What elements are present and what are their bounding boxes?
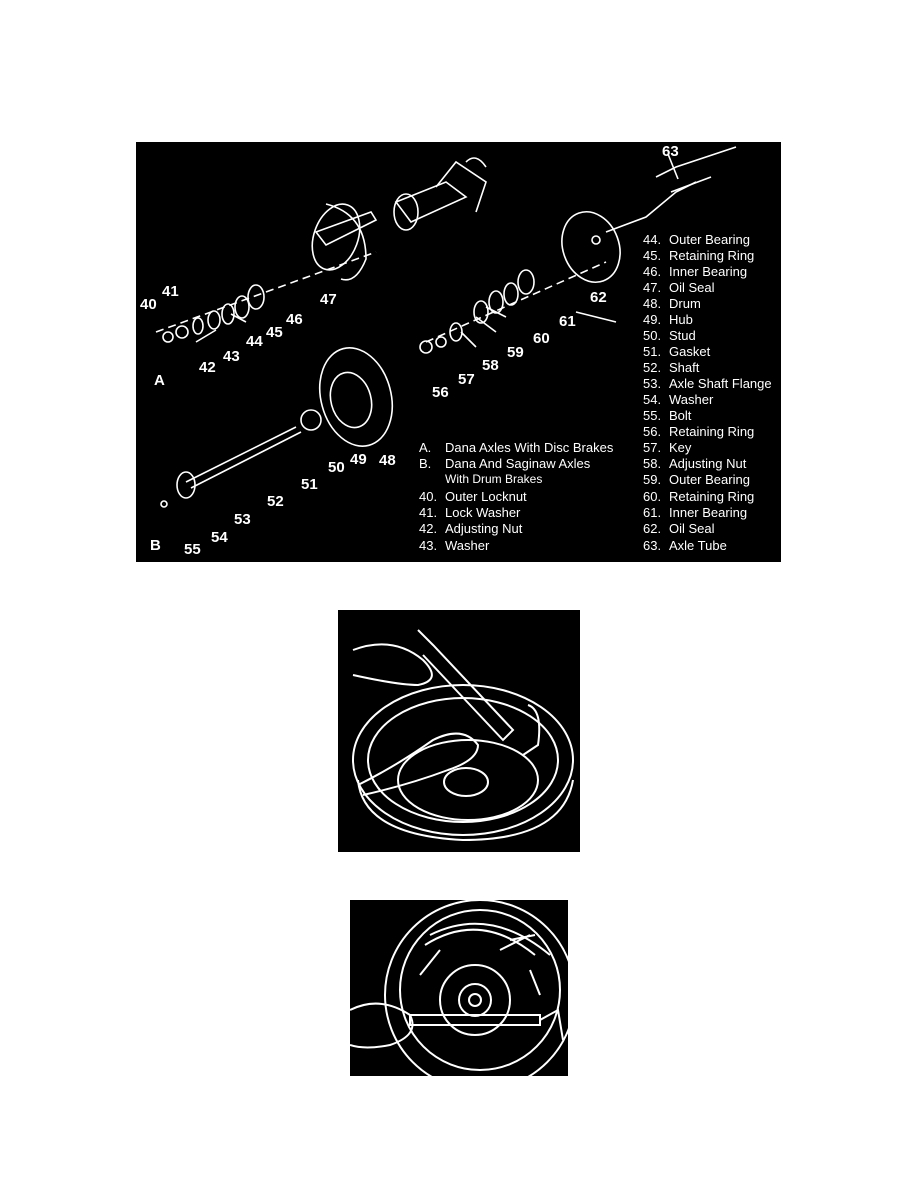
callout-55: 55 [184, 541, 201, 558]
callout-57: 57 [458, 371, 475, 388]
exploded-axle-diagram [136, 142, 781, 562]
legend-right-row: 63. Axle Tube [643, 538, 727, 553]
callout-53: 53 [234, 511, 251, 528]
callout-51: 51 [301, 476, 318, 493]
callout-46: 46 [286, 311, 303, 328]
callout-59: 59 [507, 344, 524, 361]
legend-left-row: 40. Outer Locknut [419, 489, 527, 504]
legend-right-row: 51. Gasket [643, 344, 711, 359]
callout-62: 62 [590, 289, 607, 306]
legend-right-row: 46. Inner Bearing [643, 264, 748, 279]
legend-right-row: 49. Hub [643, 312, 693, 327]
legend-right-row: 60. Retaining Ring [643, 489, 755, 504]
callout-52: 52 [267, 493, 284, 510]
callout-48: 48 [379, 452, 396, 469]
callout-40: 40 [140, 296, 157, 313]
legend-left-row: 43. Washer [419, 538, 490, 553]
legend-left-row: 41. Lock Washer [419, 505, 521, 520]
callout-54: 54 [211, 529, 228, 546]
callout-63: 63 [662, 143, 679, 160]
callout-42: 42 [199, 359, 216, 376]
legend-right-row: 56. Retaining Ring [643, 424, 755, 439]
legend-left-row: 42. Adjusting Nut [419, 521, 523, 536]
callout-58: 58 [482, 357, 499, 374]
legend-right-row: 48. Drum [643, 296, 701, 311]
legend-right-row: 50. Stud [643, 328, 696, 343]
callout-45: 45 [266, 324, 283, 341]
callout-60: 60 [533, 330, 550, 347]
drum-gauge-illustration [338, 610, 580, 852]
section-label-b: B [150, 537, 161, 554]
callout-50: 50 [328, 459, 345, 476]
section-label-a: A [154, 372, 165, 389]
drum-gauge-drawing [338, 610, 580, 852]
legend-right-row: 59. Outer Bearing [643, 472, 750, 487]
shoes-gauge-drawing [350, 900, 568, 1076]
legend-right-row: 62. Oil Seal [643, 521, 715, 536]
legend-right-row: 54. Washer [643, 392, 714, 407]
callout-43: 43 [223, 348, 240, 365]
legend-left-row: B. Dana And Saginaw Axles [419, 456, 591, 471]
legend-right-row: 45. Retaining Ring [643, 248, 755, 263]
callout-61: 61 [559, 313, 576, 330]
legend-right-row: 58. Adjusting Nut [643, 456, 747, 471]
callout-56: 56 [432, 384, 449, 401]
legend-right-row: 61. Inner Bearing [643, 505, 748, 520]
callout-44: 44 [246, 333, 263, 350]
legend-right-row: 52. Shaft [643, 360, 700, 375]
legend-right-row: 44. Outer Bearing [643, 232, 750, 247]
legend-right-row: 47. Oil Seal [643, 280, 715, 295]
legend-right-row: 53. Axle Shaft Flange [643, 376, 772, 391]
callout-49: 49 [350, 451, 367, 468]
callout-41: 41 [162, 283, 179, 300]
callout-47: 47 [320, 291, 337, 308]
shoes-gauge-illustration [350, 900, 568, 1076]
legend-left-row: With Drum Brakes [445, 472, 543, 486]
legend-left-row: A. Dana Axles With Disc Brakes [419, 440, 614, 455]
legend-right-row: 55. Bolt [643, 408, 692, 423]
legend-right-row: 57. Key [643, 440, 692, 455]
